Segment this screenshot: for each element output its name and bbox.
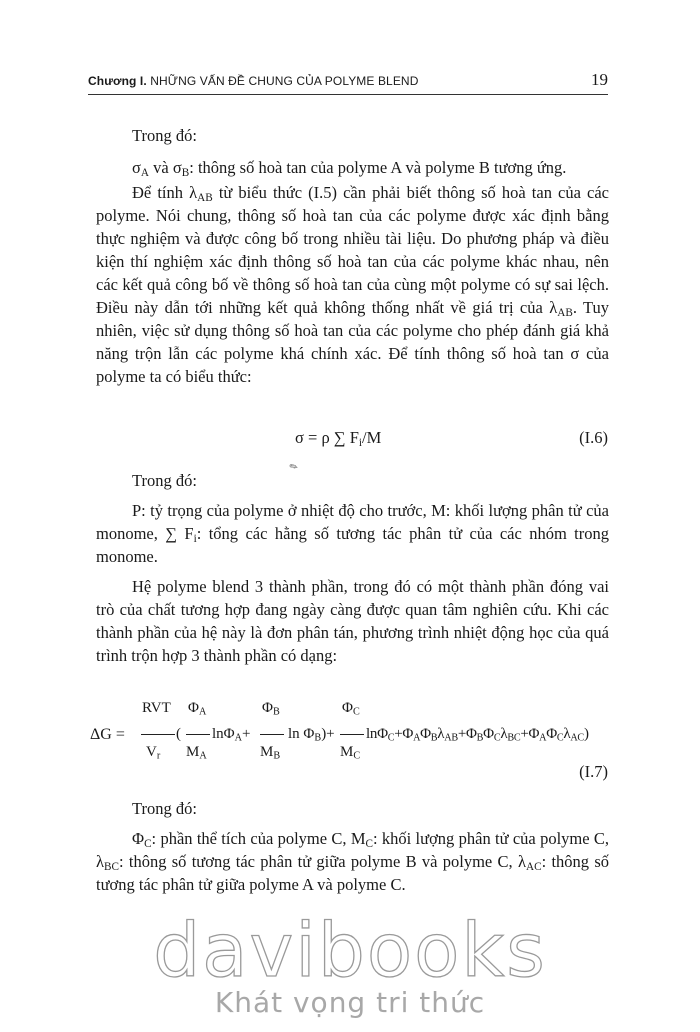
open-paren: ( [176,726,181,742]
sigma-definition: $\sigma_A$ và $\sigma_B$: thông số hoà tan của polyme A và polyme B tương ứng. [132,158,567,179]
m-b-denominator: $M_B$ [260,744,281,762]
chapter-title: NHỮNG VẤN ĐỀ CHUNG CỦA POLYME BLEND [150,74,419,88]
rvt-numerator: RVT [142,700,171,716]
paragraph-ternary-blend: Hệ polyme blend 3 thành phần, trong đó có một thành phần đóng vai trò của chất tương hợp đang ngày càng được quan tâm nghiên cứu. Khi các thành phần của hệ này là đơn phân tán, phương trình nhiệt động học của quá trình trộn hợp 3 thành phần có dạng: [96,577,609,665]
davibooks-watermark: davibooks [153,908,547,994]
paragraph-density: P: tỷ trọng của polyme ở nhiệt độ cho trước, M: khối lượng phân tử của monome, ∑ $F_i$: tổng các hằng số tương tác phân tử của các nhóm trong monome. [96,501,610,566]
vr-denominator: $V_r$ [146,744,161,762]
phi-c-numerator: $\Phi_C$ [342,700,360,718]
paragraph-solubility: Để tính $\lambda_{AB}$ từ biểu thức (I.5) cần phải biết thông số hoà tan của các polyme. Nói chung, thông số hoà tan của các polyme được xác định bằng thực nghiệm và được công bố trong nhiều tài liệu. Do phương pháp và điều kiện thí nghiệm xác định thông số hoà tan của các polyme khác nhau, nên các kết quả công bố về thông số hoà tan của cùng một polyme có sự sai lệch. Điều này dẫn tới những kết quả không thống nhất về giá trị của $\lambda_{AB}$. Tuy nhiên, việc sử dụng thông số hoà tan của các polyme cho phép đánh giá khả năng trộn lẫn các polyme khá chính xác. Để tính thông số hoà tan σ của polyme ta có biểu thức: [96,183,610,386]
equation-i6 [0,426,700,452]
phi-b-numerator: $\Phi_B$ [262,700,280,718]
interaction-terms: $\ln\Phi_C+\Phi_A\Phi_B\lambda_{AB}+\Phi_B\Phi_C\lambda_{BC}+\Phi_A\Phi_C\lambda_{AC}$) [366,726,589,744]
where-label-3: Trong đó: [132,799,197,818]
fraction-bar-rvt [141,734,175,735]
where-label-1: Trong đó: [132,126,197,145]
where-label-2: Trong đó: [132,471,197,490]
chapter-label: Chương I. [88,74,147,88]
equation-i7 [0,690,700,790]
term-ln-b: $\ln \Phi_B)+$ [288,726,335,744]
stray-mark: ✎ [287,460,301,475]
m-a-denominator: $M_A$ [186,744,207,762]
equation-i7-tag: (I.7) [579,762,608,781]
phi-a-numerator: $\Phi_A$ [188,700,207,718]
delta-g: ΔG = [90,726,125,743]
fraction-bar-c [340,734,364,735]
fraction-bar-b [260,734,284,735]
m-c-denominator: $M_C$ [340,744,361,762]
chapter-heading [88,74,418,88]
watermark-tagline: Khát vọng tri thức [214,986,486,1019]
term-ln-a: lnΦ$_A$+ [212,726,251,744]
page-number: 19 [591,70,608,89]
equation-i6-formula: σ = ρ ∑ $F_i/M$ [295,428,382,449]
equation-i6-tag: (I.6) [579,428,608,447]
paragraph-volume-fraction: $\Phi_C$: phần thể tích của polyme C, $M_C$: khối lượng phân tử của polyme C, $\lambda_{BC}$: thông số tương tác phân tử giữa polyme B và polyme C, $\lambda_{AC}$: thông số tương tác phân tử giữa polyme A và polyme C. [96,829,610,894]
fraction-bar-a [186,734,210,735]
page-header [88,70,608,95]
